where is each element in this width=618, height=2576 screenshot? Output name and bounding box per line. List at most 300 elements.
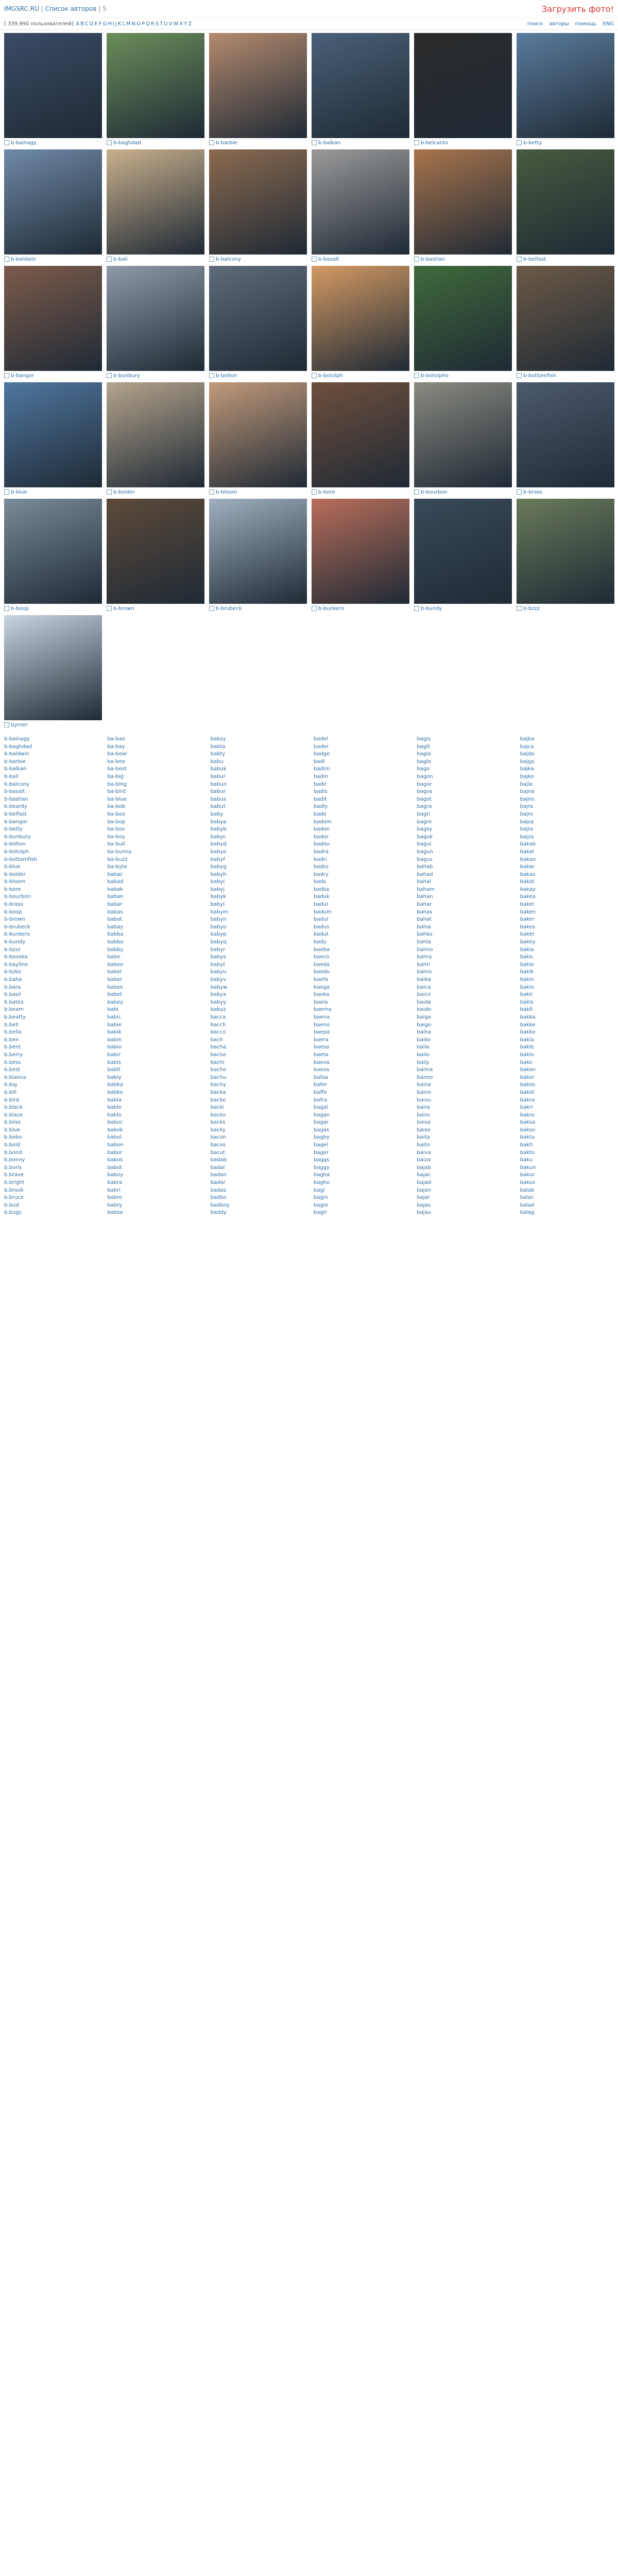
author-link[interactable]: babor xyxy=(107,1149,123,1156)
author-link[interactable]: babsa xyxy=(107,1210,123,1216)
photo-thumbnail[interactable] xyxy=(4,266,102,371)
author-link[interactable]: b-bali xyxy=(4,773,19,779)
photo-thumbnail[interactable] xyxy=(414,382,512,487)
author-link[interactable]: bakay xyxy=(520,886,536,892)
author-link[interactable]: bagio xyxy=(313,1202,328,1208)
author-link[interactable]: badsa xyxy=(313,886,330,892)
author-link[interactable]: baiba xyxy=(417,977,432,982)
author-link[interactable]: bagir xyxy=(313,1210,327,1216)
author-link[interactable]: baera xyxy=(313,1037,329,1043)
author-link[interactable]: b.beatty xyxy=(4,1014,26,1020)
author-link[interactable]: bakro xyxy=(520,1112,535,1118)
author-link[interactable]: badra xyxy=(313,849,329,855)
author-link[interactable]: baido xyxy=(417,1007,432,1013)
photo-thumbnail[interactable] xyxy=(414,33,512,138)
author-link[interactable]: bagri xyxy=(417,811,431,817)
author-link[interactable]: babko xyxy=(107,1089,123,1095)
author-link[interactable]: bajad xyxy=(417,1180,432,1186)
gallery-card[interactable] xyxy=(209,382,307,498)
letter-link[interactable]: Y xyxy=(184,21,187,27)
author-link[interactable]: b-bzzz xyxy=(4,946,21,953)
author-link[interactable]: babar xyxy=(107,902,123,908)
author-link[interactable]: ba-bing xyxy=(107,781,127,787)
author-link[interactable]: bagby xyxy=(313,1134,330,1141)
letter-link[interactable]: J xyxy=(115,21,117,27)
author-link[interactable]: bahno xyxy=(417,946,433,953)
author-link[interactable]: balag xyxy=(520,1210,535,1216)
thumbnail-caption[interactable] xyxy=(517,487,614,498)
author-link[interactable]: bakis xyxy=(520,999,534,1005)
author-link[interactable]: baina xyxy=(417,1082,432,1088)
author-link[interactable]: ba-box xyxy=(107,826,125,833)
author-link[interactable]: bacut xyxy=(210,1149,225,1156)
thumbnail-caption[interactable] xyxy=(312,255,409,265)
thumbnail-caption[interactable] xyxy=(209,487,307,498)
letter-link[interactable]: O xyxy=(136,21,141,27)
author-link[interactable]: bagas xyxy=(313,1127,330,1133)
author-link[interactable]: ba-bob xyxy=(107,804,126,810)
author-link[interactable]: b.berry xyxy=(4,1052,23,1058)
thumbnail-caption[interactable] xyxy=(107,604,204,614)
author-link[interactable]: bahad xyxy=(417,871,433,877)
thumbnail-caption[interactable] xyxy=(209,604,307,614)
author-link[interactable]: b-belfast xyxy=(4,811,27,817)
author-link[interactable]: baiha xyxy=(417,1029,432,1036)
author-link[interactable]: babes xyxy=(107,984,123,990)
author-link[interactable]: baefa xyxy=(313,977,329,982)
section-link[interactable]: Список авторов xyxy=(45,5,97,12)
gallery-card[interactable] xyxy=(107,149,204,265)
author-link[interactable]: babis xyxy=(107,1059,122,1065)
author-link[interactable]: babri xyxy=(107,1187,121,1193)
author-link[interactable]: baesa xyxy=(313,1044,329,1050)
author-link[interactable]: bakra xyxy=(520,1097,535,1103)
author-link[interactable]: babio xyxy=(107,1044,122,1050)
author-link[interactable]: bakti xyxy=(520,1142,533,1148)
author-link[interactable]: baeba xyxy=(313,946,330,953)
author-link[interactable]: bajba xyxy=(520,736,535,742)
author-link[interactable]: b-bainagy xyxy=(4,736,30,742)
gallery-card[interactable] xyxy=(107,382,204,498)
author-link[interactable]: b.black xyxy=(4,1105,23,1111)
author-link[interactable]: bajar xyxy=(417,1195,430,1201)
author-link[interactable]: bakar xyxy=(520,864,535,870)
photo-thumbnail[interactable] xyxy=(414,499,512,604)
letter-link[interactable]: Z xyxy=(188,21,192,27)
author-link[interactable]: bacca xyxy=(210,1014,226,1020)
author-link[interactable]: b.blue xyxy=(4,1127,21,1133)
letter-link[interactable]: N xyxy=(131,21,136,27)
author-link[interactable]: baeva xyxy=(313,1059,330,1065)
gallery-card[interactable] xyxy=(312,266,409,381)
author-link[interactable]: baddy xyxy=(210,1210,227,1216)
author-link[interactable]: babyy xyxy=(210,999,227,1005)
thumbnail-caption[interactable] xyxy=(209,138,307,148)
author-link[interactable]: b.bara xyxy=(4,984,21,990)
author-link[interactable]: babyo xyxy=(210,924,227,930)
author-link[interactable]: babus xyxy=(210,796,227,802)
author-link[interactable]: b.bonny xyxy=(4,1157,25,1163)
author-link[interactable]: backe xyxy=(210,1097,226,1103)
author-link[interactable]: b-brass xyxy=(4,902,23,908)
author-link[interactable]: bahar xyxy=(417,902,432,908)
author-link[interactable]: ba-buzz xyxy=(107,856,128,862)
author-link[interactable]: b-brubeck xyxy=(4,924,30,930)
author-link[interactable]: baepa xyxy=(313,1029,330,1036)
thumbnail-caption[interactable] xyxy=(517,604,614,614)
author-link[interactable]: babul xyxy=(210,773,225,779)
author-link[interactable]: babba xyxy=(107,931,124,938)
author-link[interactable]: bagal xyxy=(313,1105,328,1111)
gallery-card[interactable] xyxy=(517,149,614,265)
author-link[interactable]: baffo xyxy=(313,1089,327,1095)
author-link[interactable]: badis xyxy=(313,789,328,795)
author-link[interactable]: baken xyxy=(520,909,536,915)
thumbnail-caption[interactable] xyxy=(4,255,102,265)
nav-link[interactable]: поиск xyxy=(527,21,543,27)
gallery-card[interactable] xyxy=(312,382,409,498)
author-link[interactable]: bailo xyxy=(417,1052,430,1058)
photo-thumbnail[interactable] xyxy=(209,382,307,487)
gallery-card[interactable] xyxy=(209,499,307,614)
gallery-card[interactable] xyxy=(209,33,307,148)
letter-link[interactable]: R xyxy=(150,21,154,27)
author-link[interactable]: bajab xyxy=(417,1164,432,1171)
author-link[interactable]: baiso xyxy=(417,1127,431,1133)
author-link[interactable]: babyf xyxy=(210,856,225,862)
letter-link[interactable]: B xyxy=(80,21,84,27)
author-link[interactable]: bakos xyxy=(520,1082,535,1088)
author-link[interactable]: babya xyxy=(210,819,227,825)
author-link[interactable]: b-balcony xyxy=(4,781,30,787)
author-link[interactable]: bakes xyxy=(520,924,535,930)
author-link[interactable]: badge xyxy=(313,751,330,757)
gallery-card[interactable] xyxy=(312,33,409,148)
author-link[interactable]: babyn xyxy=(210,917,227,923)
author-link[interactable]: babin xyxy=(107,1037,122,1043)
author-link[interactable]: babie xyxy=(107,1022,122,1028)
letter-link[interactable]: X xyxy=(179,21,183,27)
letter-link[interactable]: U xyxy=(164,21,168,27)
author-link[interactable]: babyg xyxy=(210,864,227,870)
gallery-card[interactable] xyxy=(107,33,204,148)
author-link[interactable]: babyb xyxy=(210,826,227,833)
site-logo-link[interactable]: IMGSRC.RU xyxy=(4,5,39,12)
author-link[interactable]: balab xyxy=(520,1187,535,1193)
author-link[interactable]: babos xyxy=(107,1157,123,1163)
author-link[interactable]: babir xyxy=(107,1052,121,1058)
letter-link[interactable]: L xyxy=(122,21,125,27)
author-link[interactable]: baboy xyxy=(107,1172,124,1178)
author-link[interactable]: ba-best xyxy=(107,766,127,772)
author-link[interactable]: ba-bop xyxy=(107,819,126,825)
author-link[interactable]: badom xyxy=(313,819,332,825)
author-link[interactable]: bagan xyxy=(313,1112,330,1118)
author-link[interactable]: backa xyxy=(210,1089,226,1095)
author-link[interactable]: b.bobo xyxy=(4,1134,22,1141)
author-link[interactable]: backo xyxy=(210,1112,226,1118)
letter-link[interactable]: M xyxy=(126,21,131,27)
thumbnail-caption[interactable] xyxy=(107,371,204,381)
author-link[interactable]: ba-bee xyxy=(107,758,126,765)
author-link[interactable]: bakio xyxy=(520,984,534,990)
author-link[interactable]: bagsy xyxy=(417,826,433,833)
author-link[interactable]: badit xyxy=(313,796,327,802)
author-link[interactable]: bakle xyxy=(520,1044,534,1050)
letter-link[interactable]: E xyxy=(94,21,98,27)
photo-thumbnail[interactable] xyxy=(4,615,102,720)
author-link[interactable]: bakka xyxy=(520,1014,536,1020)
author-link[interactable]: badab xyxy=(210,1157,227,1163)
author-link[interactable]: babay xyxy=(107,924,124,930)
author-link[interactable]: baham xyxy=(417,886,435,892)
thumbnail-caption[interactable] xyxy=(414,138,512,148)
author-link[interactable]: bakal xyxy=(520,849,534,855)
photo-thumbnail[interactable] xyxy=(4,499,102,604)
author-link[interactable]: baklo xyxy=(520,1052,534,1058)
photo-thumbnail[interactable] xyxy=(312,382,409,487)
author-link[interactable]: bakik xyxy=(520,969,534,975)
author-link[interactable]: babi xyxy=(107,1007,118,1013)
author-link[interactable]: bagos xyxy=(417,789,433,795)
author-link[interactable]: bajta xyxy=(520,826,533,833)
author-link[interactable]: babta xyxy=(210,743,226,750)
author-link[interactable]: bacco xyxy=(210,1029,226,1036)
author-link[interactable]: ba-blue xyxy=(107,796,127,802)
author-link[interactable]: ba-bay xyxy=(107,743,125,750)
nav-link[interactable]: авторы xyxy=(549,21,569,27)
author-link[interactable]: b-bayline xyxy=(4,961,28,968)
author-link[interactable]: badry xyxy=(313,871,329,877)
author-link[interactable]: bakia xyxy=(520,946,534,953)
author-link[interactable]: bakla xyxy=(520,1037,534,1043)
author-link[interactable]: bagon xyxy=(417,773,433,779)
author-link[interactable]: bahas xyxy=(417,909,433,915)
author-link[interactable]: bacos xyxy=(210,1142,226,1148)
author-link[interactable]: bagi xyxy=(313,1187,325,1193)
author-link[interactable]: baida xyxy=(417,999,432,1005)
author-link[interactable]: bakas xyxy=(520,871,536,877)
author-link[interactable]: bagul xyxy=(417,841,432,848)
author-link[interactable]: baeno xyxy=(313,1022,330,1028)
letter-link[interactable]: W xyxy=(173,21,179,27)
author-link[interactable]: babot xyxy=(107,1164,123,1171)
photo-thumbnail[interactable] xyxy=(517,499,614,604)
author-link[interactable]: babee xyxy=(107,961,124,968)
author-link[interactable]: bakel xyxy=(520,902,534,908)
photo-thumbnail[interactable] xyxy=(517,382,614,487)
author-link[interactable]: b-brown xyxy=(4,917,25,923)
author-link[interactable]: bacha xyxy=(210,1044,227,1050)
author-link[interactable]: baico xyxy=(417,992,431,998)
letter-link[interactable]: Q xyxy=(145,21,150,27)
author-link[interactable]: bahko xyxy=(417,931,433,938)
author-link[interactable]: b.baha xyxy=(4,977,22,982)
gallery-card[interactable] xyxy=(414,499,512,614)
author-link[interactable]: badan xyxy=(210,1172,227,1178)
author-link[interactable]: badou xyxy=(313,841,330,848)
author-link[interactable]: bakta xyxy=(520,1134,535,1141)
author-link[interactable]: baito xyxy=(417,1142,430,1148)
author-link[interactable]: badur xyxy=(313,917,329,923)
author-link[interactable]: baban xyxy=(107,894,124,900)
author-link[interactable]: badir xyxy=(313,781,327,787)
author-link[interactable]: bako xyxy=(520,1059,533,1065)
thumbnail-caption[interactable] xyxy=(4,371,102,381)
author-link[interactable]: b-baghdad xyxy=(4,743,32,750)
letter-link[interactable]: S xyxy=(155,21,159,27)
author-link[interactable]: bachu xyxy=(210,1074,227,1080)
author-link[interactable]: bagro xyxy=(417,819,432,825)
author-link[interactable]: bajac xyxy=(417,1172,431,1178)
author-link[interactable]: baket xyxy=(520,931,535,938)
author-link[interactable]: babsy xyxy=(210,736,226,742)
author-link[interactable]: bajka xyxy=(520,766,534,772)
author-link[interactable]: baeda xyxy=(313,961,330,968)
photo-thumbnail[interactable] xyxy=(517,266,614,371)
author-link[interactable]: bahro xyxy=(417,969,432,975)
gallery-card[interactable] xyxy=(4,149,102,265)
author-link[interactable]: bagit xyxy=(417,743,430,750)
author-link[interactable]: baiva xyxy=(417,1149,431,1156)
gallery-card[interactable] xyxy=(414,266,512,381)
author-link[interactable]: b-bolder xyxy=(4,871,26,877)
author-link[interactable]: b.bianca xyxy=(4,1074,26,1080)
gallery-card[interactable] xyxy=(312,149,409,265)
author-link[interactable]: ba-boy xyxy=(107,834,125,840)
author-link[interactable]: bagha xyxy=(313,1172,330,1178)
author-link[interactable]: bajza xyxy=(520,834,534,840)
letter-link[interactable]: A xyxy=(76,21,79,27)
author-link[interactable]: b-basalt xyxy=(4,789,25,795)
author-link[interactable]: ba-bull xyxy=(107,841,125,848)
photo-thumbnail[interactable] xyxy=(107,149,204,255)
thumbnail-caption[interactable] xyxy=(312,604,409,614)
author-link[interactable]: bakir xyxy=(520,992,533,998)
author-link[interactable]: bafer xyxy=(313,1082,328,1088)
author-link[interactable]: b.bruce xyxy=(4,1195,24,1201)
author-link[interactable]: babyt xyxy=(210,961,226,968)
author-link[interactable]: bakit xyxy=(520,1007,533,1013)
author-link[interactable]: baker xyxy=(520,917,535,923)
author-link[interactable]: bader xyxy=(313,743,329,750)
author-link[interactable]: badul xyxy=(313,902,328,908)
author-link[interactable]: babyv xyxy=(210,977,227,982)
author-link[interactable]: b-bunbury xyxy=(4,834,31,840)
photo-thumbnail[interactable] xyxy=(209,266,307,371)
thumbnail-caption[interactable] xyxy=(209,371,307,381)
author-link[interactable]: balad xyxy=(520,1202,535,1208)
author-link[interactable]: babyh xyxy=(210,871,227,877)
author-link[interactable]: babty xyxy=(210,751,226,757)
author-link[interactable]: babu xyxy=(210,758,224,765)
author-link[interactable]: baima xyxy=(417,1067,433,1073)
author-link[interactable]: bakat xyxy=(520,879,535,885)
author-link[interactable]: bajna xyxy=(520,789,535,795)
author-link[interactable]: bakon xyxy=(520,1067,536,1073)
author-link[interactable]: baiza xyxy=(417,1157,431,1163)
gallery-card[interactable] xyxy=(107,499,204,614)
author-link[interactable]: b-betty xyxy=(4,826,23,833)
author-link[interactable]: bakea xyxy=(520,894,536,900)
author-link[interactable]: baber xyxy=(107,977,123,982)
gallery-card[interactable] xyxy=(4,499,102,614)
author-link[interactable]: bakun xyxy=(520,1164,536,1171)
author-link[interactable]: bakso xyxy=(520,1127,536,1133)
thumbnail-caption[interactable] xyxy=(107,255,204,265)
author-link[interactable]: baeta xyxy=(313,1052,329,1058)
author-link[interactable]: badas xyxy=(210,1187,226,1193)
author-link[interactable]: babyr xyxy=(210,946,226,953)
author-link[interactable]: bakan xyxy=(520,856,536,862)
author-link[interactable]: bajno xyxy=(520,796,535,802)
author-link[interactable]: b-bzooka xyxy=(4,954,28,960)
author-link[interactable]: b-blue xyxy=(4,864,21,870)
author-link[interactable]: b-botolph xyxy=(4,849,29,855)
photo-thumbnail[interactable] xyxy=(414,149,512,255)
author-link[interactable]: b-bzbz xyxy=(4,969,22,975)
photo-thumbnail[interactable] xyxy=(517,149,614,255)
author-link[interactable]: b.bond xyxy=(4,1149,22,1156)
author-link[interactable]: badus xyxy=(313,924,330,930)
author-link[interactable]: b.boris xyxy=(4,1164,22,1171)
author-link[interactable]: bahla xyxy=(417,939,432,945)
author-link[interactable]: bafra xyxy=(313,1097,328,1103)
photo-thumbnail[interactable] xyxy=(312,33,409,138)
author-link[interactable]: bahab xyxy=(417,864,433,870)
author-link[interactable]: badal xyxy=(210,1164,225,1171)
author-link[interactable]: baiko xyxy=(417,1037,431,1043)
letter-link[interactable]: K xyxy=(117,21,122,27)
author-link[interactable]: bable xyxy=(107,1105,122,1111)
author-link[interactable]: b-beardy xyxy=(4,804,27,810)
author-link[interactable]: babyq xyxy=(210,939,227,945)
author-link[interactable]: b.bella xyxy=(4,1029,22,1036)
gallery-card[interactable] xyxy=(209,266,307,381)
author-link[interactable]: baglo xyxy=(417,758,432,765)
author-link[interactable]: bacch xyxy=(210,1022,226,1028)
author-link[interactable]: bakko xyxy=(520,1029,536,1036)
author-link[interactable]: babik xyxy=(107,1029,122,1036)
author-link[interactable]: badon xyxy=(313,826,330,833)
thumbnail-caption[interactable] xyxy=(4,720,102,731)
author-link[interactable]: b-bottomfish xyxy=(4,856,37,862)
author-link[interactable]: b-bundy xyxy=(4,939,26,945)
author-link[interactable]: badum xyxy=(313,909,332,915)
author-link[interactable]: babel xyxy=(107,969,122,975)
author-link[interactable]: b-bangor xyxy=(4,819,28,825)
gallery-card[interactable] xyxy=(4,615,102,731)
author-link[interactable]: bagor xyxy=(417,781,432,787)
author-link[interactable]: ba-bao xyxy=(107,736,126,742)
thumbnail-caption[interactable] xyxy=(312,371,409,381)
author-link[interactable]: babyk xyxy=(210,894,227,900)
author-link[interactable]: bajla xyxy=(520,781,533,787)
author-link[interactable]: badri xyxy=(313,856,327,862)
author-link[interactable]: bakab xyxy=(520,841,536,848)
author-link[interactable]: babur xyxy=(210,789,226,795)
photo-thumbnail[interactable] xyxy=(107,266,204,371)
gallery-card[interactable] xyxy=(414,149,512,265)
author-link[interactable]: baguk xyxy=(417,834,433,840)
author-link[interactable]: bach xyxy=(210,1037,223,1043)
author-link[interactable]: baeco xyxy=(313,954,330,960)
photo-thumbnail[interactable] xyxy=(414,266,512,371)
author-link[interactable]: bajca xyxy=(520,743,534,750)
author-link[interactable]: babac xyxy=(107,871,123,877)
author-link[interactable]: bakor xyxy=(520,1074,535,1080)
author-link[interactable]: bagar xyxy=(313,1120,329,1126)
